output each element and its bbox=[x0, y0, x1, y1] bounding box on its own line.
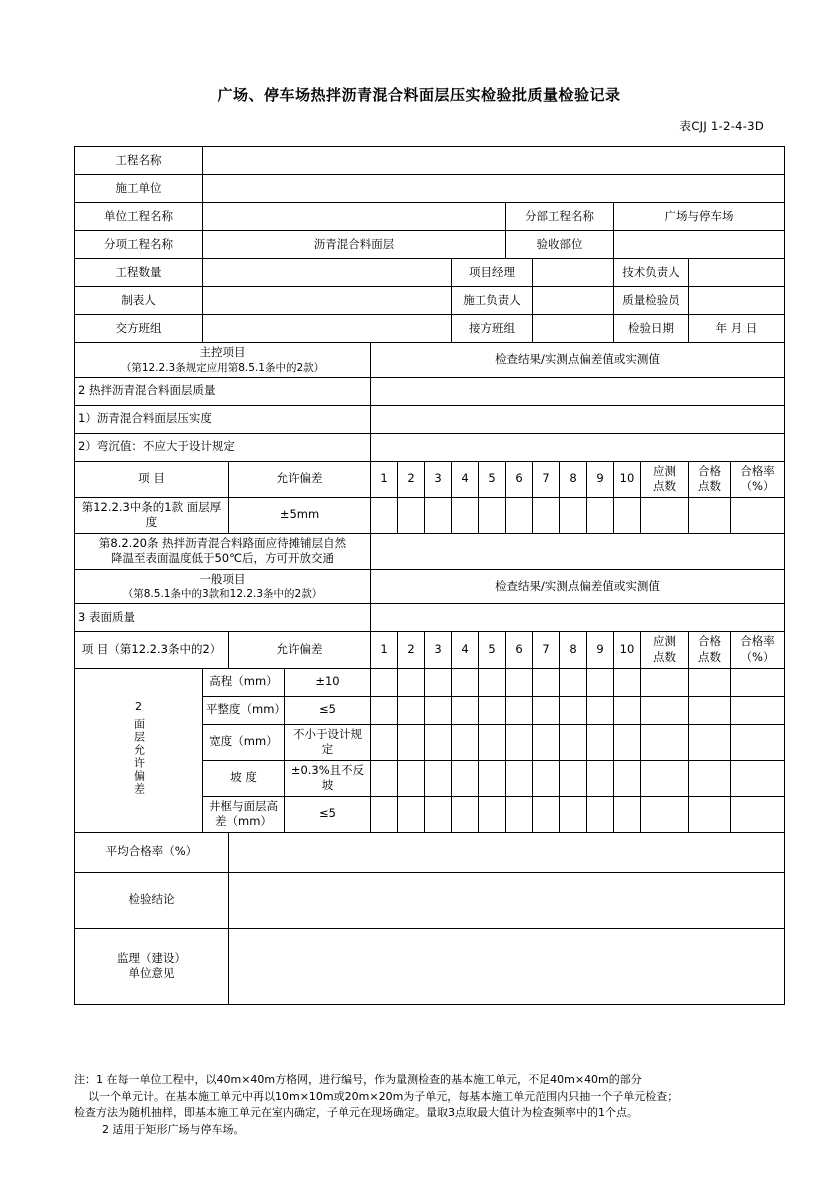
general-pass-rate-line1: 合格率 bbox=[740, 634, 775, 649]
general-section-title bbox=[75, 569, 371, 604]
cell-point-7[interactable] bbox=[533, 724, 560, 760]
row-allowance-flatness: ≤5 bbox=[285, 696, 371, 724]
col-header-point-7: 7 bbox=[533, 461, 560, 497]
cell-point-3[interactable] bbox=[425, 796, 452, 832]
surface-allowance-group-label bbox=[75, 668, 203, 832]
supervision-line1: 监理（建设） bbox=[117, 950, 186, 965]
row-allowance-slope: ±0.3%且不反坡 bbox=[285, 760, 371, 796]
tech-leader-label: 技术负责人 bbox=[614, 259, 689, 287]
main-control-section-title bbox=[75, 343, 371, 378]
cell-pass-count[interactable] bbox=[689, 668, 731, 696]
cell-point-5[interactable] bbox=[479, 497, 506, 533]
cell-point-8[interactable] bbox=[560, 760, 587, 796]
cell-should-count[interactable] bbox=[641, 668, 689, 696]
cell-point-1[interactable] bbox=[371, 668, 398, 696]
item-3-label: 3 表面质量 bbox=[75, 604, 371, 632]
table-row bbox=[75, 259, 785, 287]
general-col-header-point-8: 8 bbox=[560, 632, 587, 668]
general-col-header-point-3: 3 bbox=[425, 632, 452, 668]
cell-point-1[interactable] bbox=[371, 696, 398, 724]
cell-point-6[interactable] bbox=[506, 497, 533, 533]
unit-project-label: 单位工程名称 bbox=[75, 203, 203, 231]
quality-inspector-value[interactable] bbox=[689, 287, 785, 315]
general-col-header-point-2: 2 bbox=[398, 632, 425, 668]
project-name-value[interactable] bbox=[203, 147, 785, 175]
should-count-line2: 点数 bbox=[653, 479, 676, 494]
cell-point-2[interactable] bbox=[398, 760, 425, 796]
general-col-header-pass-count bbox=[689, 632, 731, 668]
cell-point-3[interactable] bbox=[425, 760, 452, 796]
cell-point-6[interactable] bbox=[506, 724, 533, 760]
row-item-width: 宽度（mm） bbox=[203, 724, 285, 760]
row-item-thickness: 第12.2.3中条的1款 面层厚度 bbox=[75, 497, 229, 533]
cell-point-6[interactable] bbox=[506, 796, 533, 832]
col-header-point-3: 3 bbox=[425, 461, 452, 497]
table-row bbox=[75, 405, 785, 433]
cell-point-7[interactable] bbox=[533, 668, 560, 696]
col-header-point-4: 4 bbox=[452, 461, 479, 497]
clause-line2: 降温至表面温度低于50℃后，方可开放交通 bbox=[110, 551, 335, 566]
cell-pass-count[interactable] bbox=[689, 724, 731, 760]
col-header-item: 项 目 bbox=[75, 461, 229, 497]
cell-pass-count[interactable] bbox=[689, 796, 731, 832]
general-pass-count-line2: 点数 bbox=[698, 649, 721, 664]
row-item-elevation: 高程（mm） bbox=[203, 668, 285, 696]
cell-point-6[interactable] bbox=[506, 668, 533, 696]
general-col-header-point-5: 5 bbox=[479, 632, 506, 668]
main-control-result-header: 检查结果/实测点偏差值或实测值 bbox=[371, 343, 785, 378]
general-col-header-pass-rate bbox=[731, 632, 785, 668]
table-row bbox=[75, 832, 785, 872]
receiving-team-label: 接方班组 bbox=[452, 315, 533, 343]
average-pass-rate-label: 平均合格率（%） bbox=[75, 832, 229, 872]
pass-rate-line2: （%） bbox=[740, 479, 775, 494]
clause-8-2-20 bbox=[75, 533, 371, 569]
general-col-header-point-9: 9 bbox=[587, 632, 614, 668]
cell-point-4[interactable] bbox=[452, 696, 479, 724]
division-project-label: 分部工程名称 bbox=[506, 203, 614, 231]
general-should-count-line2: 点数 bbox=[653, 649, 676, 664]
cell-point-5[interactable] bbox=[479, 696, 506, 724]
general-col-header-point-6: 6 bbox=[506, 632, 533, 668]
cell-point-10[interactable] bbox=[614, 760, 641, 796]
page-title: 广场、停车场热拌沥青混合料面层压实检验批质量检验记录 bbox=[217, 86, 621, 104]
clause-line1: 第8.2.20条 热拌沥青混合料路面应待摊铺层自然 bbox=[98, 535, 347, 550]
col-header-pass-rate bbox=[731, 461, 785, 497]
table-row bbox=[75, 175, 785, 203]
cell-point-5[interactable] bbox=[479, 796, 506, 832]
col-header-pass-count bbox=[689, 461, 731, 497]
cell-point-10[interactable] bbox=[614, 668, 641, 696]
form-code: 表CJJ 1-2-4-3D bbox=[679, 119, 764, 133]
cell-point-10[interactable] bbox=[614, 497, 641, 533]
cell-point-10[interactable] bbox=[614, 696, 641, 724]
cell-point-2[interactable] bbox=[398, 724, 425, 760]
cell-point-5[interactable] bbox=[479, 724, 506, 760]
unit-project-value[interactable] bbox=[203, 203, 506, 231]
cell-pass-count[interactable] bbox=[689, 760, 731, 796]
form-maker-value[interactable] bbox=[203, 287, 452, 315]
table-header-row bbox=[75, 632, 785, 668]
pass-count-line2: 点数 bbox=[698, 479, 721, 494]
cell-point-3[interactable] bbox=[425, 497, 452, 533]
cell-point-9[interactable] bbox=[587, 796, 614, 832]
general-col-header-allowance: 允许偏差 bbox=[229, 632, 371, 668]
supervision-line2: 单位意见 bbox=[128, 966, 175, 981]
inspection-date-value[interactable]: 年 月 日 bbox=[689, 315, 785, 343]
conclusion-label: 检验结论 bbox=[75, 872, 229, 928]
inspection-form-table bbox=[74, 146, 785, 1005]
footer-notes bbox=[74, 1072, 774, 1138]
item-3-value[interactable] bbox=[371, 604, 785, 632]
cell-pass-rate[interactable] bbox=[731, 724, 785, 760]
row-item-manhole-diff: 井框与面层高差（mm） bbox=[203, 796, 285, 832]
col-header-point-5: 5 bbox=[479, 461, 506, 497]
cell-pass-rate[interactable] bbox=[731, 668, 785, 696]
item-2-1-value[interactable] bbox=[371, 405, 785, 433]
general-result-header: 检查结果/实测点偏差值或实测值 bbox=[371, 569, 785, 604]
cell-point-1[interactable] bbox=[371, 724, 398, 760]
project-manager-value[interactable] bbox=[533, 259, 614, 287]
item-2-2-value[interactable] bbox=[371, 433, 785, 461]
cell-point-8[interactable] bbox=[560, 497, 587, 533]
acceptance-part-label: 验收部位 bbox=[506, 231, 614, 259]
note-line-4: 2 适用于矩形广场与停车场。 bbox=[102, 1122, 245, 1136]
row-allowance-elevation: ±10 bbox=[285, 668, 371, 696]
cell-point-2[interactable] bbox=[398, 796, 425, 832]
item-2-value[interactable] bbox=[371, 377, 785, 405]
acceptance-part-value[interactable] bbox=[614, 231, 785, 259]
inspection-date-label: 检验日期 bbox=[614, 315, 689, 343]
cell-point-4[interactable] bbox=[452, 760, 479, 796]
cell-should-count[interactable] bbox=[641, 760, 689, 796]
supervision-label bbox=[75, 928, 229, 1004]
clause-8-2-20-value[interactable] bbox=[371, 533, 785, 569]
pass-count-line1: 合格 bbox=[698, 463, 721, 478]
handover-team-label: 交方班组 bbox=[75, 315, 203, 343]
cell-point-1[interactable] bbox=[371, 497, 398, 533]
cell-point-7[interactable] bbox=[533, 760, 560, 796]
general-col-header-point-1: 1 bbox=[371, 632, 398, 668]
cell-point-2[interactable] bbox=[398, 497, 425, 533]
col-header-should-count bbox=[641, 461, 689, 497]
general-col-header-point-4: 4 bbox=[452, 632, 479, 668]
general-col-header-point-10: 10 bbox=[614, 632, 641, 668]
table-row bbox=[75, 497, 785, 533]
tech-leader-value[interactable] bbox=[689, 259, 785, 287]
row-item-slope: 坡 度 bbox=[203, 760, 285, 796]
construction-leader-label: 施工负责人 bbox=[452, 287, 533, 315]
cell-point-9[interactable] bbox=[587, 497, 614, 533]
table-row bbox=[75, 287, 785, 315]
cell-should-count[interactable] bbox=[641, 724, 689, 760]
col-header-point-2: 2 bbox=[398, 461, 425, 497]
row-allowance-width: 不小于设计规定 bbox=[285, 724, 371, 760]
cell-point-2[interactable] bbox=[398, 668, 425, 696]
sub-project-value[interactable]: 沥青混合料面层 bbox=[203, 231, 506, 259]
row-allowance-thickness: ±5mm bbox=[229, 497, 371, 533]
cell-point-3[interactable] bbox=[425, 724, 452, 760]
construction-unit-label: 施工单位 bbox=[75, 175, 203, 203]
project-name-label: 工程名称 bbox=[75, 147, 203, 175]
table-row bbox=[75, 569, 785, 604]
general-should-count-line1: 应测 bbox=[653, 634, 676, 649]
table-row bbox=[75, 928, 785, 1004]
cell-point-4[interactable] bbox=[452, 668, 479, 696]
item-2-label: 2 热拌沥青混合料面层质量 bbox=[75, 377, 371, 405]
cell-point-9[interactable] bbox=[587, 724, 614, 760]
col-header-point-1: 1 bbox=[371, 461, 398, 497]
cell-point-1[interactable] bbox=[371, 796, 398, 832]
cell-point-6[interactable] bbox=[506, 760, 533, 796]
cell-pass-rate[interactable] bbox=[731, 796, 785, 832]
cell-should-count[interactable] bbox=[641, 497, 689, 533]
table-row bbox=[75, 604, 785, 632]
cell-point-8[interactable] bbox=[560, 796, 587, 832]
table-row bbox=[75, 433, 785, 461]
col-header-point-9: 9 bbox=[587, 461, 614, 497]
col-header-point-8: 8 bbox=[560, 461, 587, 497]
cell-point-1[interactable] bbox=[371, 760, 398, 796]
cell-point-7[interactable] bbox=[533, 497, 560, 533]
cell-point-5[interactable] bbox=[479, 668, 506, 696]
cell-point-8[interactable] bbox=[560, 724, 587, 760]
average-pass-rate-value[interactable] bbox=[229, 832, 785, 872]
table-row bbox=[75, 147, 785, 175]
item-2-1-label: 1）沥青混合料面层压实度 bbox=[75, 405, 371, 433]
cell-point-9[interactable] bbox=[587, 668, 614, 696]
general-title-line2: （第8.5.1条中的3款和12.2.3条中的2款） bbox=[122, 588, 323, 601]
cell-point-9[interactable] bbox=[587, 760, 614, 796]
main-control-title-line2: （第12.2.3条规定应用第8.5.1条中的2款） bbox=[120, 361, 325, 374]
cell-point-7[interactable] bbox=[533, 696, 560, 724]
general-col-header-point-7: 7 bbox=[533, 632, 560, 668]
note-line-1: 注：1 在每一单位工程中，以40m×40m方格网，进行编号，作为量测检查的基本施工单元，不足40m×40m的部分 bbox=[74, 1073, 642, 1086]
table-row bbox=[75, 231, 785, 259]
cell-point-10[interactable] bbox=[614, 796, 641, 832]
form-maker-label: 制表人 bbox=[75, 287, 203, 315]
general-col-header-item: 项 目（第12.2.3条中的2） bbox=[75, 632, 229, 668]
general-col-header-should-count bbox=[641, 632, 689, 668]
note-line-2: 以一个单元计。在基本施工单元中再以10m×10m或20m×20m为子单元，每基本施工单元范围内只抽一个子单元检查； bbox=[88, 1089, 679, 1103]
cell-point-10[interactable] bbox=[614, 724, 641, 760]
cell-point-5[interactable] bbox=[479, 760, 506, 796]
handover-team-value[interactable] bbox=[203, 315, 452, 343]
item-2-2-label: 2）弯沉值：不应大于设计规定 bbox=[75, 433, 371, 461]
cell-pass-rate[interactable] bbox=[731, 760, 785, 796]
main-control-title-line1: 主控项目 bbox=[199, 345, 246, 359]
cell-point-3[interactable] bbox=[425, 696, 452, 724]
table-row bbox=[75, 668, 785, 696]
table-row bbox=[75, 343, 785, 378]
table-row bbox=[75, 203, 785, 231]
cell-point-7[interactable] bbox=[533, 796, 560, 832]
cell-point-4[interactable] bbox=[452, 497, 479, 533]
cell-pass-rate[interactable] bbox=[731, 497, 785, 533]
cell-point-8[interactable] bbox=[560, 668, 587, 696]
division-project-value[interactable]: 广场与停车场 bbox=[614, 203, 785, 231]
supervision-value[interactable] bbox=[229, 928, 785, 1004]
group-label-number: 2 bbox=[135, 699, 142, 713]
receiving-team-value[interactable] bbox=[533, 315, 614, 343]
col-header-allowance: 允许偏差 bbox=[229, 461, 371, 497]
should-count-line1: 应测 bbox=[653, 463, 676, 478]
cell-point-9[interactable] bbox=[587, 696, 614, 724]
general-pass-count-line1: 合格 bbox=[698, 634, 721, 649]
quantity-value[interactable] bbox=[203, 259, 452, 287]
table-row bbox=[75, 533, 785, 569]
row-allowance-manhole-diff: ≤5 bbox=[285, 796, 371, 832]
group-label-text: 面层允许偏差 bbox=[132, 717, 146, 796]
cell-pass-count[interactable] bbox=[689, 696, 731, 724]
project-manager-label: 项目经理 bbox=[452, 259, 533, 287]
quantity-label: 工程数量 bbox=[75, 259, 203, 287]
conclusion-value[interactable] bbox=[229, 872, 785, 928]
cell-point-6[interactable] bbox=[506, 696, 533, 724]
cell-should-count[interactable] bbox=[641, 696, 689, 724]
cell-point-4[interactable] bbox=[452, 724, 479, 760]
table-row bbox=[75, 315, 785, 343]
sub-project-label: 分项工程名称 bbox=[75, 231, 203, 259]
table-row bbox=[75, 872, 785, 928]
cell-should-count[interactable] bbox=[641, 796, 689, 832]
col-header-point-10: 10 bbox=[614, 461, 641, 497]
cell-point-8[interactable] bbox=[560, 696, 587, 724]
cell-pass-count[interactable] bbox=[689, 497, 731, 533]
general-pass-rate-line2: （%） bbox=[740, 649, 775, 664]
cell-point-3[interactable] bbox=[425, 668, 452, 696]
construction-leader-value[interactable] bbox=[533, 287, 614, 315]
col-header-point-6: 6 bbox=[506, 461, 533, 497]
table-header-row bbox=[75, 461, 785, 497]
pass-rate-line1: 合格率 bbox=[740, 463, 775, 478]
note-line-3: 检查方法为随机抽样，即基本施工单元在室内确定，子单元在现场确定。量取3点取最大值计为检查频率中的1个点。 bbox=[74, 1106, 638, 1119]
construction-unit-value[interactable] bbox=[203, 175, 785, 203]
cell-point-4[interactable] bbox=[452, 796, 479, 832]
general-title-line1: 一般项目 bbox=[199, 571, 246, 586]
cell-pass-rate[interactable] bbox=[731, 696, 785, 724]
table-row bbox=[75, 377, 785, 405]
row-item-flatness: 平整度（mm） bbox=[203, 696, 285, 724]
cell-point-2[interactable] bbox=[398, 696, 425, 724]
quality-inspector-label: 质量检验员 bbox=[614, 287, 689, 315]
